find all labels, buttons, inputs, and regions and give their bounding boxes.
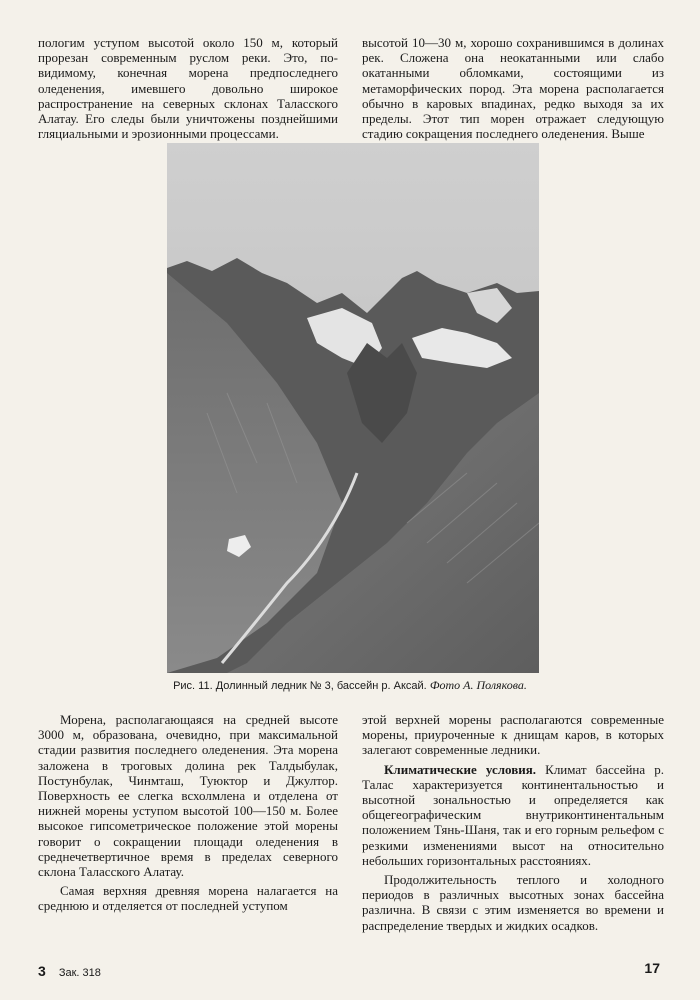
order-number: Зак. 318 <box>58 967 101 979</box>
paragraph: Продолжительность теплого и холодного периодов в различных высотных зонах бассейна различна. В связи с этим изменяется во времени и распределение твердых и жидких осадков. <box>362 872 664 933</box>
paragraph: высотой 10—30 м, хорошо сохранившимся в долинах рек. Сложена она неокатанными или слабо окатанными обломками, состоящими из метаморфических пород. Эта морена располагается обычно в каровых впадинах, редко выходя за их пределы. Этот тип морен отражает следующую стадию сокращения последнего оледенения. Выше <box>362 35 664 142</box>
text-column-bottom-right <box>362 712 664 933</box>
paragraph <box>362 762 664 868</box>
text-column-bottom-left <box>38 712 338 914</box>
text-column-top-left <box>38 35 338 141</box>
caption-text: Рис. 11. Долинный ледник № 3, бассейн р. Аксай. <box>173 680 427 692</box>
text-column-top-right <box>362 35 664 141</box>
section-heading: Климатические условия. <box>384 761 537 777</box>
paragraph-text: Климат бассейна р. Талас характеризуется континентальностью и высотной зональностью и определяется как общегеографическим внутриконтинентальным положением Тянь-Шаня, так и его горным рельефом с резкими изменениями высот на относительно небольших горизонтальных расстояниях. <box>362 761 665 868</box>
page-number: 17 <box>644 960 660 976</box>
paragraph: Самая верхняя древняя морена налагается на среднюю и отделяется от последней уступом <box>38 883 338 914</box>
mountain-landscape-image <box>167 143 539 673</box>
glacier-photo <box>167 143 539 673</box>
print-signature <box>38 963 101 979</box>
paragraph: Морена, располагающаяся на средней высоте 3000 м, образована, очевидно, при максимальной стадии развития последнего оледенения. Эта морена заложена в троговых долина рек Талдыбулак, Постунбулак, Чинмташ, Туюктор и Джултор. Поверхность ее слегка всхолмлена и отделена от нижней морены уступом высотой 100—150 м. Более высокое гипсометрическое положение этой морены говорит о сокращении площади оледенения в среднечетвертичное время в пределах северного склона Таласского Алатау. <box>38 712 338 880</box>
paragraph: этой верхней морены располагаются современные морены, приуроченные к днищам каров, в которых залегают современные ледники. <box>362 712 664 758</box>
figure-caption <box>0 678 700 693</box>
photo-credit: Фото А. Полякова. <box>429 678 527 692</box>
signature-number: 3 <box>38 963 46 979</box>
paragraph: пологим уступом высотой около 150 м, который прорезан современным руслом реки. Это, по-видимому, конечная морена предпоследнего оледенения, имевшего довольно широкое распространение на северных склонах Таласского Алатау. Его следы были уничтожены позднейшими гляциальными и эрозионными процессами. <box>38 35 338 142</box>
